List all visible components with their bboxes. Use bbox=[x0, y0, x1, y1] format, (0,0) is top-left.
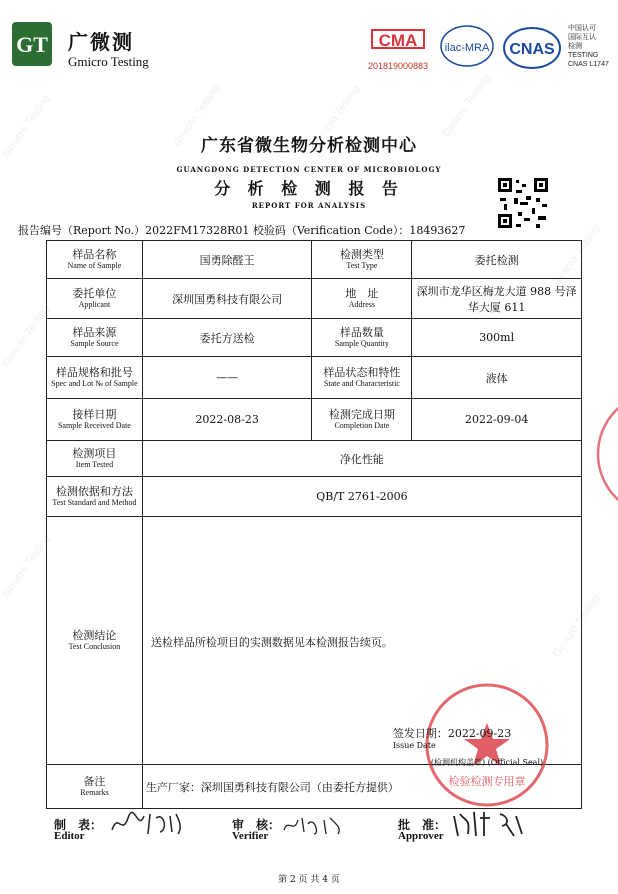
item-tested-value: 净化性能 bbox=[142, 441, 581, 477]
editor-label-en: Editor bbox=[54, 830, 85, 842]
svg-text:CNAS: CNAS bbox=[509, 41, 555, 58]
sample-name-label: 样品名称 Name of Sample bbox=[47, 241, 143, 279]
conclusion-label: 检测结论 Test Conclusion bbox=[47, 517, 143, 765]
applicant-value: 深圳国勇科技有限公司 bbox=[142, 279, 312, 319]
qr-code-icon bbox=[496, 176, 550, 230]
test-standard-label: 检测依据和方法 Test Standard and Method bbox=[47, 477, 143, 517]
spec-lot-value: —— bbox=[142, 357, 312, 399]
editor-label: 制 表： bbox=[54, 818, 103, 832]
item-tested-label: 检测项目 Item Tested bbox=[47, 441, 143, 477]
center-title-en: GUANGDONG DETECTION CENTER OF MICROBIOLOGY bbox=[176, 165, 442, 174]
center-title: 广东省微生物分析检测中心 bbox=[201, 136, 417, 156]
issue-date: 签发日期：2022-09-23 bbox=[392, 727, 512, 740]
sample-quantity-value: 300ml bbox=[412, 319, 582, 357]
gmicro-logo-icon bbox=[12, 22, 52, 66]
page-seal-fragment bbox=[596, 384, 618, 524]
page-footer: 第 2 页 共 4 页 bbox=[278, 875, 340, 885]
approver-label: 批 准： bbox=[398, 818, 447, 832]
remarks-value: 生产厂家：深圳国勇科技有限公司（由委托方提供） bbox=[142, 765, 581, 809]
svg-text:ilac-MRA: ilac-MRA bbox=[444, 42, 490, 54]
sample-name-value: 国勇除醛王 bbox=[142, 241, 312, 279]
watermark: Gmicro Testing bbox=[550, 592, 603, 660]
completion-date-label: 检测完成日期 Completion Date bbox=[312, 399, 412, 441]
sample-quantity-label: 样品数量 Sample Quantity bbox=[312, 319, 412, 357]
completion-date-value: 2022-09-04 bbox=[412, 399, 582, 441]
svg-text:CMA: CMA bbox=[378, 31, 418, 50]
test-type-label: 检测类型 Test Type bbox=[312, 241, 412, 279]
received-date-value: 2022-08-23 bbox=[142, 399, 312, 441]
issue-date-en: Issue Date bbox=[392, 741, 436, 750]
report-table bbox=[46, 240, 582, 809]
editor-signature bbox=[108, 808, 188, 842]
report-title-en: REPORT FOR ANALYSIS bbox=[251, 201, 367, 210]
watermark: Gmicro Testing bbox=[0, 92, 53, 160]
sample-source-label: 样品来源 Sample Source bbox=[47, 319, 143, 357]
report-number: 报告编号（Report No.）2022FM17328R01 校验码（Verification Code）：18493627 bbox=[18, 224, 466, 237]
sample-source-value: 委托方送检 bbox=[142, 319, 312, 357]
official-seal-label: (检测机构盖章) (Official Seal) bbox=[430, 758, 544, 767]
approver-label-en: Approver bbox=[398, 830, 444, 842]
watermark: Gmicro Testing bbox=[440, 72, 493, 140]
company-name-cn: 广微测 bbox=[68, 30, 134, 54]
cma-logo-icon bbox=[368, 22, 428, 64]
address-label: 地 址 Address bbox=[312, 279, 412, 319]
ilac-mra-logo-icon bbox=[438, 22, 496, 74]
applicant-label: 委托单位 Applicant bbox=[47, 279, 143, 319]
svg-text:检验检测专用章: 检验检测专用章 bbox=[448, 775, 526, 788]
watermark: Gmicro Testing bbox=[310, 82, 363, 150]
cma-number: 201819000883 bbox=[368, 61, 429, 71]
test-standard-value: QB/T 2761-2006 bbox=[142, 477, 581, 517]
state-label: 样品状态和特性 State and Characteristic bbox=[312, 357, 412, 399]
watermark: Gmicro Testing bbox=[0, 302, 53, 370]
state-value: 液体 bbox=[412, 357, 582, 399]
report-title: 分 析 检 测 报 告 bbox=[214, 179, 404, 198]
address-value: 深圳市龙华区梅龙大道 988 号泽华大厦 611 bbox=[412, 279, 582, 319]
approver-signature bbox=[450, 808, 530, 844]
company-name-en: Gmicro Testing bbox=[68, 54, 149, 69]
cnas-logo-icon bbox=[502, 24, 562, 72]
remarks-label: 备注 Remarks bbox=[47, 765, 143, 809]
watermark: Gmicro Testing bbox=[0, 532, 53, 600]
official-seal-stamp bbox=[423, 681, 551, 809]
verifier-label-en: Verifier bbox=[232, 830, 269, 842]
test-type-value: 委托检测 bbox=[412, 241, 582, 279]
accreditation-text: 中国认可 国际互认 检测 TESTING CNAS L1747 bbox=[568, 25, 609, 68]
watermark: Gmicro Testing bbox=[170, 82, 223, 150]
verifier-signature bbox=[280, 812, 350, 842]
verifier-label: 审 核： bbox=[232, 818, 281, 832]
svg-text:GT: GT bbox=[16, 32, 48, 57]
spec-lot-label: 样品规格和批号 Spec and Lot № of Sample bbox=[47, 357, 143, 399]
received-date-label: 接样日期 Sample Received Date bbox=[47, 399, 143, 441]
conclusion-text: 送检样品所检项目的实测数据见本检测报告续页。 bbox=[150, 636, 393, 649]
watermark: Gmicro Testing bbox=[550, 222, 603, 290]
